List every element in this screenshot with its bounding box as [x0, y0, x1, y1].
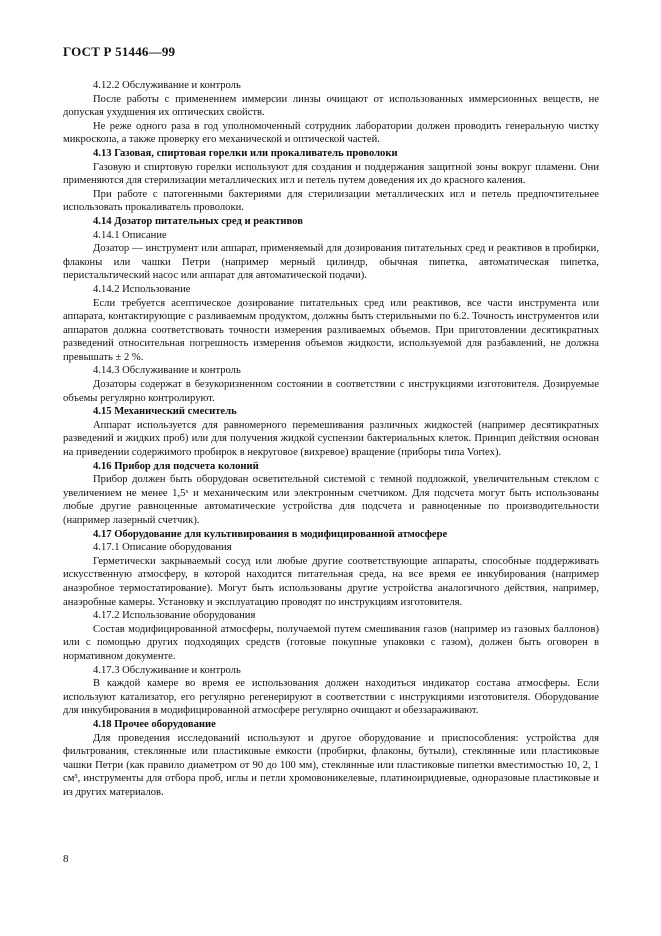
- body-paragraph: Прибор должен быть оборудован осветительной системой с темной подложкой, увеличительным стеклом с увеличением не менее 1,5ˣ и механическим или электронным счетчиком. Для подсчета могут быть использованы любые другие равноценные автоматические устройства для подсчета и равноценные по производительности (например лазерный счетчик).: [63, 474, 599, 526]
- subsection-heading: 4.12.2 Обслуживание и контроль: [93, 80, 241, 91]
- document-body: [63, 79, 599, 799]
- subsection-heading: 4.17.2 Использование оборудования: [93, 610, 256, 622]
- body-paragraph: Не реже одного раза в год уполномоченный сотрудник лаборатории должен проводить генеральную чистку микроскопа, а также проверку его механической и оптической частей.: [63, 120, 599, 146]
- body-paragraph: В каждой камере во время ее использования должен находиться индикатор состава атмосферы. Если используют катализатор, его регулярно регенерируют в соответствии с инструкциями изготовителя. Оборудование для инкубирования в модифицированной атмосфере регулярно очищают и обеззараживают.: [63, 678, 599, 717]
- section-heading: 4.18 Прочее оборудование: [93, 718, 216, 730]
- subsection-heading: 4.14.3 Обслуживание и контроль: [93, 365, 241, 377]
- section-heading: 4.16 Прибор для подсчета колоний: [93, 460, 259, 472]
- body-paragraph: Дозатор — инструмент или аппарат, применяемый для дозирования питательных сред и реактивов в пробирки, флаконы или чашки Петри (например мерный цилиндр, обычная пипетка, автоматическая пипетка, перистальтический насос или аппарат для автоматической подачи).: [63, 243, 599, 282]
- body-paragraph: Газовую и спиртовую горелки используют для создания и поддержания защитной зоны вокруг пламени. Они применяются для стерилизации металлических игл и петель путем доведения их до красного каления.: [63, 161, 599, 187]
- subsection-heading: 4.14.2 Использование: [93, 283, 191, 295]
- body-paragraph: Состав модифицированной атмосферы, получаемой путем смешивания газов (например из газовых баллонов) или с помощью других подходящих средств (готовые покупные упаковки с газом), должен быть оговорен в нормативном документе.: [63, 623, 599, 662]
- subsection-heading: 4.17.3 Обслуживание и контроль: [93, 664, 241, 676]
- body-paragraph: Герметически закрываемый сосуд или любые другие соответствующие аппараты, способные поддерживать искусственную атмосферу, в которой находится питательная среда, на все время ее инкубирования (например анаэробное термостатирование). Могут быть использованы другие устройства аналогичного действия, например, анаэробные камеры. Установку и эксплуатацию проводят по инструкциям изготовителя.: [63, 555, 599, 608]
- body-paragraph: Дозаторы содержат в безукоризненном состоянии в соответствии с инструкциями изготовителя. Дозируемые объемы регулярно контролируют.: [63, 379, 599, 404]
- subsection-heading: 4.17.1 Описание оборудования: [93, 542, 232, 554]
- document-header: ГОСТ Р 51446—99: [63, 44, 176, 59]
- section-heading: 4.15 Механический смеситель: [93, 406, 237, 418]
- section-heading: 4.17 Оборудование для культивирования в модифицированной атмосфере: [93, 528, 448, 540]
- body-paragraph: Для проведения исследований используют и другое оборудование и приспособления: устройства для фильтрования, стеклянные или пластиковые емкости (пробирки, флаконы, бутыли), стеклянные или пластиковые чашки Петри (как правило диаметром от 90 до 100 мм), стеклянные или пластиковые пипетки вместимостью 10, 2, 1 см³, инструменты для отбора проб, иглы и петли хромовоникелевые, платиноиридиевые, одноразовые пластиковые и из других материалов.: [63, 732, 599, 798]
- section-heading: 4.14 Дозатор питательных сред и реактивов: [93, 215, 303, 227]
- section-heading: 4.13 Газовая, спиртовая горелки или прокаливатель проволоки: [93, 147, 398, 159]
- body-paragraph: Если требуется асептическое дозирование питательных сред или реактивов, все части инструмента или аппарата, контактирующие с разливаемым продуктом, должны быть стерильными по 6.2. Точность инструментов или аппаратов должна соответствовать точности измерения разливаемых объемов. При приготовлении десятикратных разведений относительная погрешность измерения объемов жидкости, используемой для разбавлений, не должна превышать ± 2 %.: [63, 297, 599, 363]
- body-paragraph: При работе с патогенными бактериями для стерилизации металлических игл и петель предпочтительнее использовать прокаливатель проволоки.: [63, 188, 599, 214]
- subsection-heading: 4.14.1 Описание: [93, 229, 167, 241]
- page-number: 8: [63, 853, 69, 865]
- body-paragraph: Аппарат используется для равномерного перемешивания различных жидкостей (например десятикратных разведений и жидких проб) или для получения жидкой суспензии бактериальных клеток. Принцип действия основан на приведении содержимого пробирок в некруговое (вихревое) вращение (приборы типа Vortex).: [63, 419, 599, 459]
- body-paragraph: После работы с применением иммерсии линзы очищают от использованных иммерсионных веществ, не допуская ухудшения их оптических свойств.: [63, 93, 599, 119]
